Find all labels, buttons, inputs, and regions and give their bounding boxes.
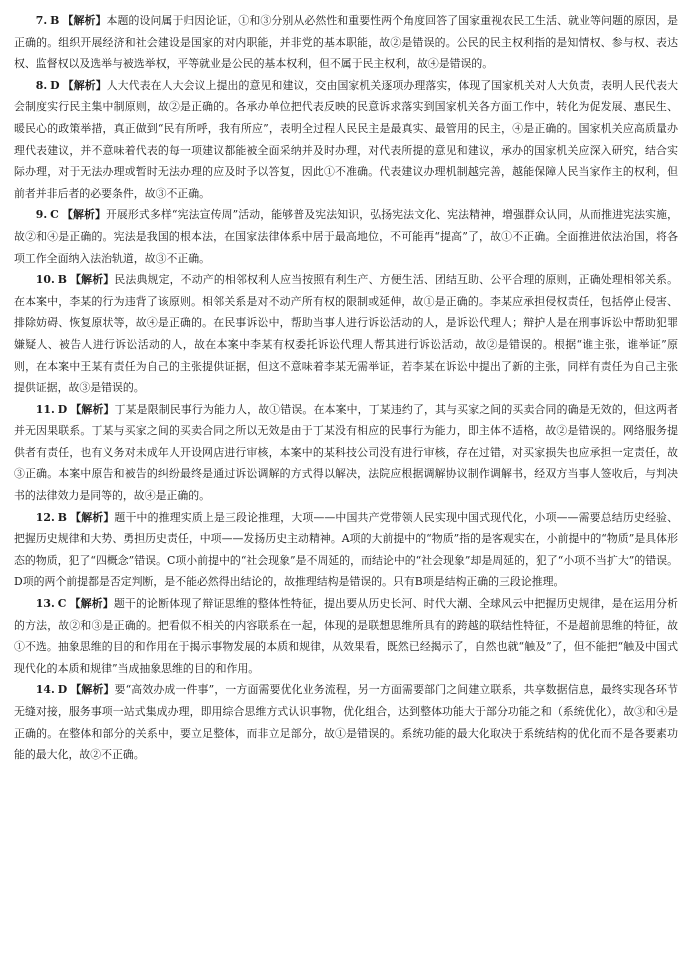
explanation-text: 题干的论断体现了辩证思维的整体性特征，提出要从历史长河、时代大潮、全球风云中把握历史规律，是在运用分析的方法，故②和③是正确的。把看似不相关的内容联系在一起，体现的是联想思维所具有的跨越的联结性特征，不是超前思维的特征，故①不选。抽象思维的目的和作用在于揭示事物发展的本质和规律，从效果看，既然已经揭示了，自然也就“触及”了，但不能把“触及中国式现代化的本质和规律”当成抽象思维的目的和作用。	[14, 597, 678, 675]
question-number: 7.	[35, 14, 48, 27]
explanation-item-8	[14, 75, 678, 205]
answer-letter: C	[50, 208, 59, 222]
answer-letter: B	[57, 273, 67, 287]
explanation-text: 人大代表在人大会议上提出的意见和建议，交由国家机关逐项办理落实，体现了国家机关对人大负责，表明人民代表大会制度实行民主集中制原则，故②是正确的。各承办单位把代表反映的民意诉求落实到国家机关各方面工作中，转化为促发展、惠民生、暖民心的政策举措，真正做到“民有所呼，我有所应”，表明全过程人民民主是最真实、最管用的民主，④是正确的。国家机关应高质量办理代表建议，并不意味着代表的每一项建议都能被全面采纳并及时办理，对代表所提的意见和建议，承办的国家机关应深入研究，结合实际办理，对于无法办理或暂时无法办理的应及时予以答复，因此①不准确。代表建议办理机制越完善，越能保障人民当家作主的权利，但前者并非后者的必要条件，故③不正确。	[14, 78, 678, 200]
analysis-tag: 【解析】	[62, 14, 107, 27]
answer-letter: D	[57, 683, 68, 697]
explanation-text: 民法典规定，不动产的相邻权利人应当按照有利生产、方便生活、团结互助、公平合理的原则，正确处理相邻关系。在本案中，李某的行为违背了该原则。相邻关系是对不动产所有权的限制或延伸，故①是正确的。李某应承担侵权责任，包括停止侵害、排除妨碍、恢复原状等，故④是正确的。在民事诉讼中，帮助当事人进行诉讼活动的人，是诉讼代理人；辩护人是在刑事诉讼中帮助犯罪嫌疑人、被告人进行诉讼活动的人，故在本案中李某有权委托诉讼代理人帮其进行诉讼活动，故②是错误的。根据“谁主张，谁举证”原则，在本案中王某有责任为自己的主张提供证据，但这不意味着李某无需举证，若李某在诉讼中提出了新的主张，同样有责任为自己主张提供证据，故③是错误的。	[14, 273, 678, 395]
answer-letter: B	[57, 510, 67, 524]
analysis-tag: 【解析】	[62, 78, 107, 92]
question-number: 12.	[35, 510, 55, 524]
analysis-tag: 【解析】	[61, 208, 106, 222]
question-number: 14.	[35, 683, 55, 697]
question-number: 8.	[35, 78, 48, 92]
explanation-item-9	[14, 204, 678, 269]
question-number: 10.	[35, 273, 55, 287]
explanation-item-13	[14, 593, 678, 679]
analysis-tag: 【解析】	[70, 402, 115, 416]
explanation-item-10	[14, 269, 678, 399]
explanation-item-12	[14, 507, 678, 593]
answer-letter: D	[50, 78, 60, 92]
explanation-item-11	[14, 399, 678, 507]
explanation-text: 要“高效办成一件事”，一方面需要优化业务流程，另一方面需要部门之间建立联系，共享数据信息，最终实现各环节无缝对接，服务事项一站式集成办理，即用综合思维方式认识事物，优化组合，达到整体功能大于部分功能之和（系统优化），故③和④是正确的。在整体和部分的关系中，要立足整体，而非立足部分，故①是错误的。系统功能的最大化取决于系统结构的优化而不是各要素功能的最大化，故②不正确。	[14, 683, 678, 762]
answer-letter: B	[50, 14, 60, 27]
answer-letter: D	[57, 402, 68, 416]
explanation-item-7	[14, 10, 678, 75]
explanation-text: 开展形式多样“宪法宣传周”活动，能够普及宪法知识，弘扬宪法文化、宪法精神，增强群众认同，从而推进宪法实施，故②和④是正确的。宪法是我国的根本法，在国家法律体系中居于最高地位，不可能再“提高”了，故①不正确。全面推进依法治国，将各项工作全面纳入法治轨道，故③不正确。	[14, 208, 678, 265]
explanation-text: 题干中的推理实质上是三段论推理，大项——中国共产党带领人民实现中国式现代化，小项——需要总结历史经验、把握历史规律和大势、勇担历史责任，中项——发扬历史主动精神。A项的大前提中的“物质”指的是客观实在，小前提中的“物质”是具体形态的物质，犯了“四概念”错误。C项小前提中的“社会现象”是不周延的，而结论中的“社会现象”却是周延的，犯了“小项不当扩大”的错误。D项的两个前提都是否定判断，是不能必然得出结论的，故推理结构是错误的。只有B项是结构正确的三段论推理。	[14, 510, 678, 589]
explanation-text: 本题的设问属于归因论证，①和③分别从必然性和重要性两个角度回答了国家重视农民工生活、就业等问题的原因，是正确的。组织开展经济和社会建设是国家的对内职能，并非党的基本职能，故②是错误的。公民的民主权利指的是知情权、参与权、表达权、监督权以及选举与被选举权，平等就业是公民的基本权利，但不属于民主权利，故④是错误的。	[14, 14, 678, 71]
analysis-tag: 【解析】	[70, 683, 115, 697]
analysis-tag: 【解析】	[69, 510, 115, 524]
explanation-item-14	[14, 679, 678, 765]
question-number: 9.	[35, 208, 48, 222]
explanation-text: 丁某是限制民事行为能力人，故①错误。在本案中，丁某违约了，其与买家之间的买卖合同的确是无效的，但这两者并无因果联系。丁某与买家之间的买卖合同之所以无效是由于丁某没有相应的民事行为能力，即主体不适格，故②是错误的。网络服务提供者有责任，也有义务对未成年人开设网店进行审核，本案中的某科技公司没有进行审核，存在过错，对买家损失也应承担一定责任，故③正确。本案中原告和被告的纠纷最终是通过诉讼调解的方式得以解决，法院应根据调解协议制作调解书，经双方当事人签收后，与判决书的法律效力是同等的，故④是正确的。	[14, 402, 678, 503]
question-number: 13.	[35, 597, 55, 611]
analysis-tag: 【解析】	[69, 273, 115, 287]
analysis-tag: 【解析】	[69, 597, 114, 611]
question-number: 11.	[35, 402, 55, 416]
answer-letter: C	[57, 597, 67, 611]
